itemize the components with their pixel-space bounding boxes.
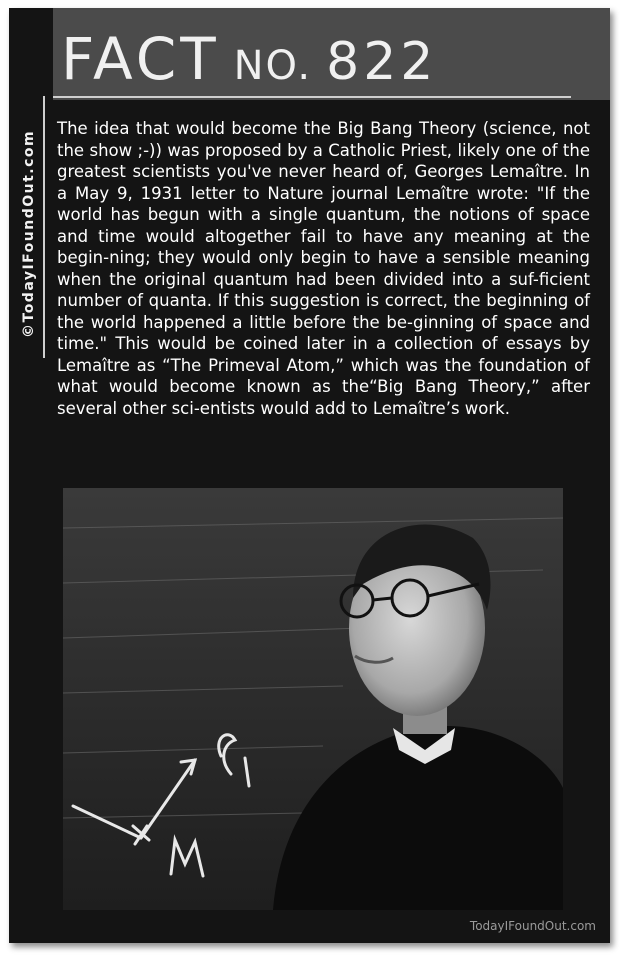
fact-card xyxy=(9,8,610,943)
watermark-text: TodayIFoundOut.com xyxy=(469,919,596,933)
header-divider xyxy=(53,96,571,98)
fact-word: FACT xyxy=(61,25,220,93)
side-divider xyxy=(43,96,45,358)
side-copyright-text: ©TodayIFoundOut.com xyxy=(21,129,37,338)
fact-no-label: NO. xyxy=(233,43,313,89)
fact-number: 822 xyxy=(326,32,438,92)
fact-body-text: The idea that would become the Big Bang Theory (science, not the show ;-)) was proposed by a Catholic Priest, likely one of the greatest scientists you've never heard of, Georges Lemaître. In a May 9, 1931 letter to Nature journal Lemaître wrote: "If the world has begun with a single quantum, the notions of space and time would altogether fail to have any meaning at the begin-ning; they would only begin to have a sensible meaning when the original quantum had been divided into a suf-ficient number of quanta. If this suggestion is correct, the beginning of the world happened a little before the be-ginning of space and time." This would be coined later in a collection of essays by Lemaître as “The Primeval Atom,” which was the foundation of what would become known as the“Big Bang Theory,” after several other sci-entists would add to Lemaître’s work. xyxy=(57,119,590,418)
portrait-photo-illustration xyxy=(63,488,563,910)
portrait-photo xyxy=(63,488,563,910)
fact-title xyxy=(61,25,438,93)
